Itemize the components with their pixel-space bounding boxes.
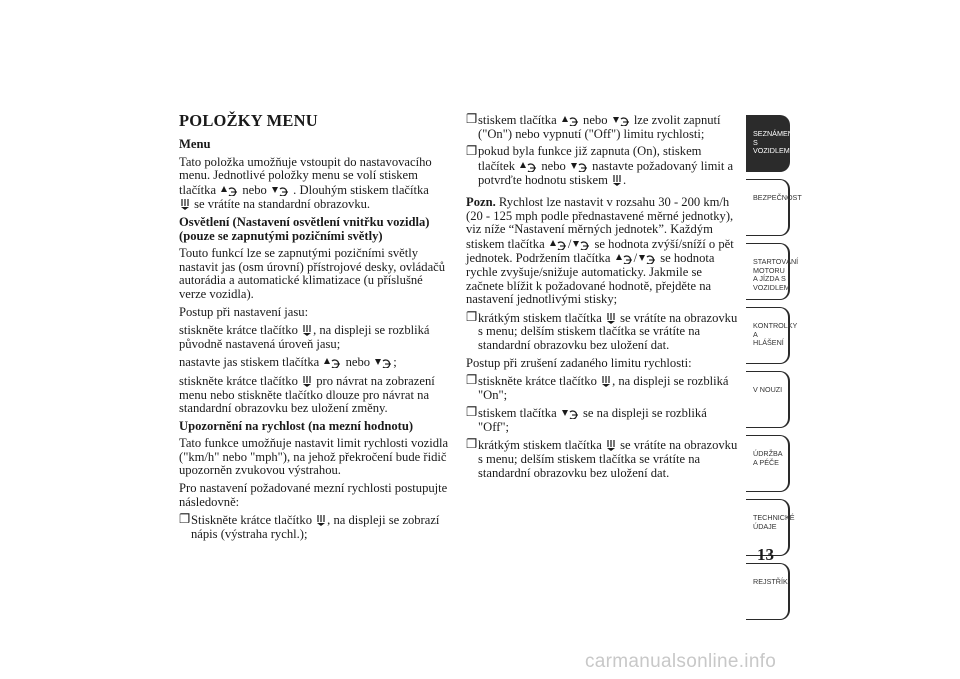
menu-button-icon xyxy=(302,374,312,387)
cancel-procedure-title: Postup při zrušení zadaného limitu rychlosti: xyxy=(466,355,692,370)
list-item xyxy=(466,145,738,188)
text: nebo xyxy=(583,113,608,127)
brightness-step-1 xyxy=(179,323,451,351)
left-column xyxy=(179,138,451,545)
menu-button-icon xyxy=(316,513,326,526)
text: se vrátíte na standardní obrazovku. xyxy=(194,197,371,212)
tab-v-nouzi[interactable]: V NOUZI xyxy=(746,371,790,428)
section-title-speed: Upozornění na rychlost (na mezní hodnotu) xyxy=(179,418,414,433)
text: se na displeji se rozbliká "Off"; xyxy=(478,406,707,434)
text: krátkým stiskem tlačítka xyxy=(478,438,602,453)
text: stiskněte krátce tlačítko xyxy=(179,323,298,338)
menu-button-icon xyxy=(606,311,616,324)
text: pokud byla funkce již zapnuta (On), stiskem tlačítek xyxy=(478,144,702,173)
note-paragraph xyxy=(466,196,738,307)
page-title: POLOŽKY MENU xyxy=(179,111,318,130)
text: / xyxy=(567,236,572,251)
watermark: carmanualsonline.info xyxy=(585,651,777,672)
menu-paragraph xyxy=(179,156,451,212)
tab-kontrolky[interactable]: KONTROLKY A HLÁŠENÍ xyxy=(746,307,790,364)
up-button-icon xyxy=(323,355,341,368)
text: stiskněte krátce tlačítko xyxy=(478,374,597,389)
brightness-procedure-title: Postup při nastavení jasu: xyxy=(179,304,309,319)
bullet-icon: ❐ xyxy=(179,512,191,527)
text: , na displeji se rozbliká "On"; xyxy=(478,374,729,402)
tab-technicke[interactable]: TECHNICKÉ ÚDAJE xyxy=(746,499,790,556)
text: lze zvolit zapnutí ("On") nebo vypnutí ("Off") limitu rychlosti; xyxy=(478,113,721,141)
text: Stiskněte krátce tlačítko xyxy=(191,513,312,528)
up-button-icon xyxy=(519,159,537,172)
text: se vrátíte na obrazovku s menu; delším stiskem tlačítka se vrátíte na standardní obrazovku bez uložení dat. xyxy=(478,438,738,480)
down-button-icon xyxy=(572,237,590,250)
text: stiskem tlačítka xyxy=(478,113,557,127)
lighting-paragraph: Touto funkcí lze se zapnutými pozičními světly nastavit jas (osm úrovní) přístrojové desky, ovládačů autorádia a automatické klimatizace (u příslušné verze vozidla). xyxy=(179,246,446,301)
speed-procedure: Pro nastavení požadované mezní rychlosti postupujte následovně: xyxy=(179,481,448,509)
list-item xyxy=(466,311,738,353)
up-button-icon xyxy=(561,113,579,126)
text: nebo xyxy=(345,355,371,370)
brightness-step-3 xyxy=(179,374,451,416)
text: se vrátíte na obrazovku s menu; delším stiskem tlačítka se vrátíte na standardní obrazovku bez uložení dat. xyxy=(478,310,738,352)
text: stiskněte krátce tlačítko xyxy=(179,373,298,388)
up-button-icon xyxy=(549,237,567,250)
menu-button-icon xyxy=(606,438,616,451)
tab-rejstrik[interactable]: REJSTŘÍK xyxy=(746,563,790,620)
text: nastavte jas stiskem tlačítka xyxy=(179,355,320,370)
bullet-icon: ❐ xyxy=(466,373,478,388)
menu-button-icon xyxy=(601,374,611,387)
brightness-step-2 xyxy=(179,355,451,370)
text: Tato položka umožňuje vstoupit do nastavovacího menu. Jednotlivé položky menu se volí stiskem tlačítka xyxy=(179,154,432,197)
text: nebo xyxy=(242,182,267,197)
down-button-icon xyxy=(561,406,579,419)
tab-startovani[interactable]: STARTOVÁNÍ MOTORU A JÍZDA S VOZIDLEM xyxy=(746,243,790,300)
text: stiskem tlačítka xyxy=(478,406,557,421)
tab-seznameni[interactable]: SEZNÁMENÍ S VOZIDLEM xyxy=(746,115,790,172)
text: Rychlost lze nastavit v rozsahu 30 - 200 km/h (20 - 125 mph podle přednastavené měrné jednotky), viz níže “Nastavení měrných jednotek”. Každým stiskem tlačítka xyxy=(466,194,734,251)
text: / xyxy=(633,251,638,266)
down-button-icon xyxy=(374,355,392,368)
text: , na displeji se zobrazí nápis (výstraha rychl.); xyxy=(191,513,440,541)
up-button-icon xyxy=(615,251,633,264)
section-title-lighting: Osvětlení (Nastavení osvětlení vnitřku vozidla) (pouze se zapnutými pozičními světly) xyxy=(179,214,430,243)
tab-udrzba[interactable]: ÚDRŽBA A PÉČE xyxy=(746,435,790,492)
menu-button-icon xyxy=(180,197,190,210)
bullet-icon: ❐ xyxy=(466,405,478,420)
speed-paragraph: Tato funkce umožňuje nastavit limit rychlosti vozidla ("km/h" nebo "mph"), na jehož překročení bude řidič upozorněn zvukovou výstrahou. xyxy=(179,436,449,478)
list-item xyxy=(466,113,738,141)
note-label: Pozn. xyxy=(466,194,496,209)
menu-button-icon xyxy=(612,173,622,186)
menu-button-icon xyxy=(302,323,312,336)
right-column xyxy=(466,113,738,484)
down-button-icon xyxy=(638,251,656,264)
bullet-icon: ❐ xyxy=(466,112,478,126)
list-item xyxy=(466,374,738,402)
text: krátkým stiskem tlačítka xyxy=(478,310,602,325)
page-number: 13 xyxy=(757,545,774,564)
text: , na displeji se rozbliká původně nastavená úroveň jasu; xyxy=(179,323,430,351)
bullet-icon: ❐ xyxy=(466,144,478,159)
down-button-icon xyxy=(612,113,630,126)
list-item xyxy=(466,438,738,480)
bullet-icon: ❐ xyxy=(466,437,478,452)
down-button-icon xyxy=(570,159,588,172)
list-item xyxy=(466,406,738,434)
list-item xyxy=(179,513,451,541)
text: se hodnota zvýší/sníží o pět jednotek. Podržením tlačítka xyxy=(466,236,734,266)
text: nastavte požadovaný limit a potvrďte hodnotu stiskem xyxy=(478,158,734,188)
text: . xyxy=(623,173,627,188)
text: ; xyxy=(393,355,397,370)
text: nebo xyxy=(541,158,566,173)
text: pro návrat na zobrazení menu nebo stiskněte tlačítko dlouze pro návrat na standardní obrazovku bez uložení změny. xyxy=(179,373,435,416)
bullet-icon: ❐ xyxy=(466,309,478,324)
up-button-icon xyxy=(220,183,238,196)
text: . Dlouhým stiskem tlačítka xyxy=(293,182,429,197)
tab-bezpecnost[interactable]: BEZPEČNOST xyxy=(746,179,790,236)
section-title-menu: Menu xyxy=(179,137,211,151)
text: se hodnota rychle zvyšuje/snižuje automaticky. Jakmile se začnete blížit k požadované hodnotě, přejděte na nastavení jednotlivými stisky; xyxy=(466,251,715,307)
down-button-icon xyxy=(271,183,289,196)
